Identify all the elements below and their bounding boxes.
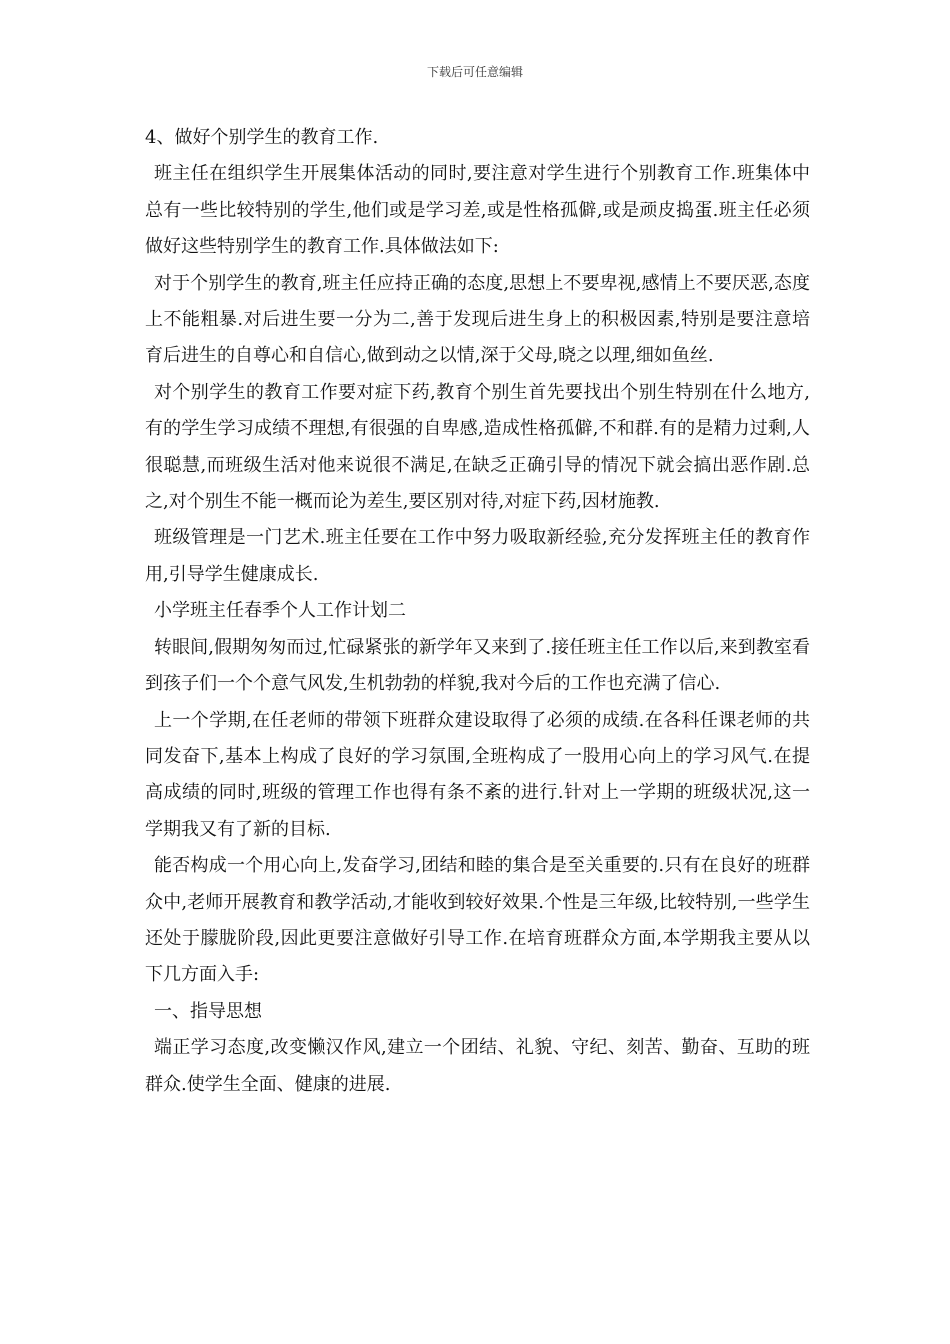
document-body	[145, 120, 810, 1103]
section-heading: 一、指导思想	[154, 1000, 262, 1022]
body-paragraph: 对于个别学生的教育,班主任应持正确的态度,思想上不要卑视,感情上不要厌恶,态度上不能粗暴.对后进生要一分为二,善于发现后进生身上的积极因素,特别是要注意培育后进生的自尊心和自信心,做到动之以情,深于父母,晓之以理,细如鱼丝.	[145, 272, 810, 367]
document-subtitle: 小学班主任春季个人工作计划二	[154, 600, 406, 622]
body-paragraph: 对个别学生的教育工作要对症下药,教育个别生首先要找出个别生特别在什么地方,有的学生学习成绩不理想,有很强的自卑感,造成性格孤僻,不和群.有的是精力过剩,人很聪慧,而班级生活对他来说很不满足,在缺乏正确引导的情况下就会搞出恶作剧.总之,对个别生不能一概而论为差生,要区别对待,对症下药,因材施教.	[145, 381, 810, 513]
section-heading: 4、做好个别学生的教育工作.	[145, 127, 379, 148]
body-paragraph: 能否构成一个用心向上,发奋学习,团结和睦的集合是至关重要的.只有在良好的班群众中,老师开展教育和教学活动,才能收到较好效果.个性是三年级,比较特别,一些学生还处于朦胧阶段,因此更要注意做好引导工作.在培育班群众方面,本学期我主要从以下几方面入手:	[145, 855, 810, 986]
body-paragraph: 上一个学期,在任老师的带领下班群众建设取得了必须的成绩.在各科任课老师的共同发奋下,基本上构成了良好的学习氛围,全班构成了一股用心向上的学习风气.在提高成绩的同时,班级的管理工作也得有条不紊的进行.针对上一学期的班级状况,这一学期我又有了新的目标.	[145, 709, 810, 840]
body-paragraph: 班级管理是一门艺术.班主任要在工作中努力吸取新经验,充分发挥班主任的教育作用,引导学生健康成长.	[145, 527, 810, 585]
page-header: 下载后可任意编辑	[426, 65, 523, 79]
body-paragraph: 端正学习态度,改变懒汉作风,建立一个团结、礼貌、守纪、刻苦、勤奋、互助的班群众.使学生全面、健康的进展.	[145, 1037, 810, 1095]
body-paragraph: 转眼间,假期匆匆而过,忙碌紧张的新学年又来到了.接任班主任工作以后,来到教室看到孩子们一个个意气风发,生机勃勃的样貌,我对今后的工作也充满了信心.	[145, 636, 810, 695]
body-paragraph: 班主任在组织学生开展集体活动的同时,要注意对学生进行个别教育工作.班集体中总有一些比较特别的学生,他们或是学习差,或是性格孤僻,或是顽皮捣蛋.班主任必须做好这些特别学生的教育工作.具体做法如下:	[145, 163, 810, 258]
